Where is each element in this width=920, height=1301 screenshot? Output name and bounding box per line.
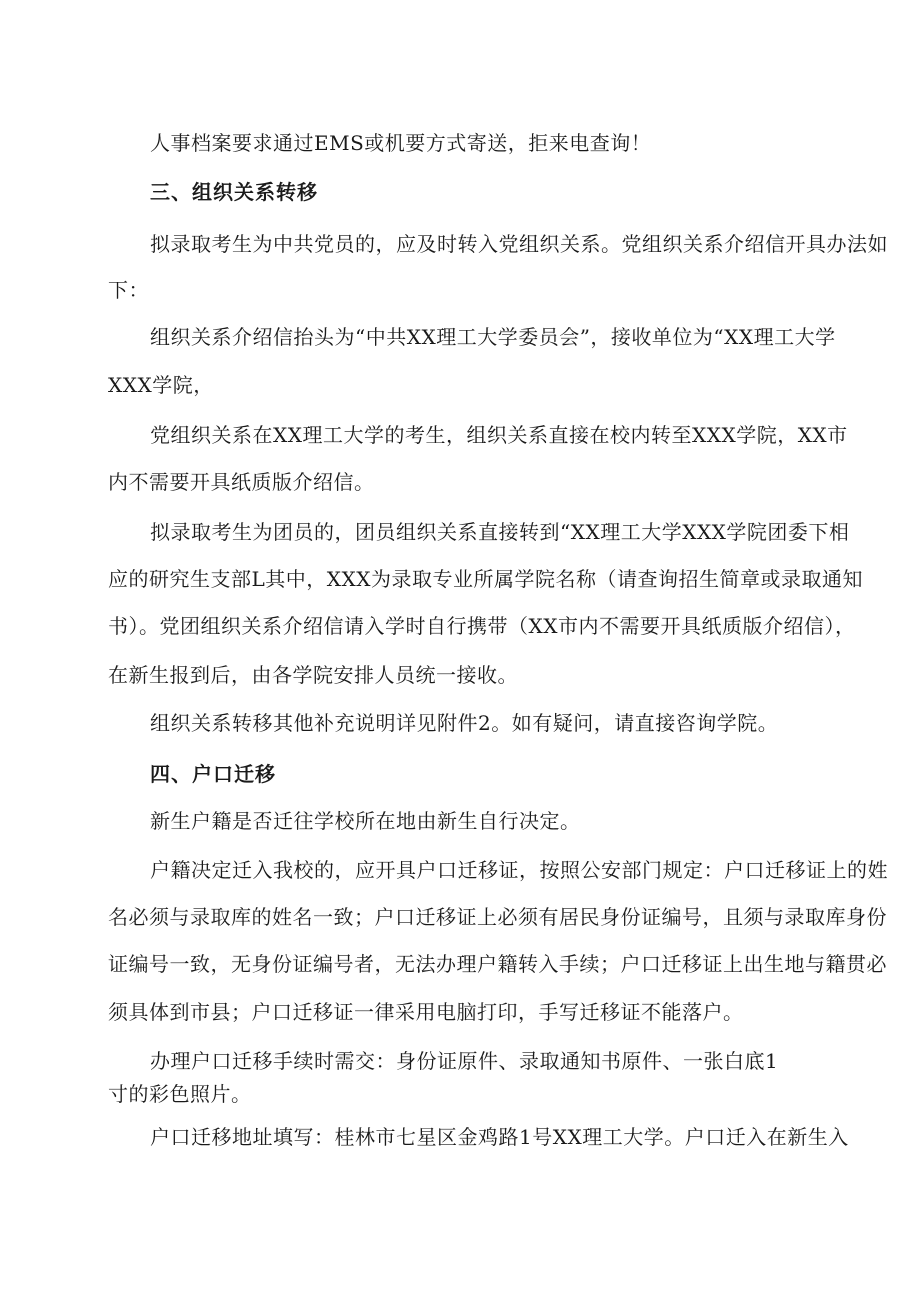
paragraph-letter-header-line-1: 组织关系介绍信抬头为“中共XX理工大学委员会”，接收单位为“XX理工大学	[150, 325, 836, 349]
paragraph-required-documents-line-1: 办理户口迁移手续时需交：身份证原件、录取通知书原件、一张白底1	[150, 1049, 779, 1073]
paragraph-household-decision: 新生户籍是否迁往学校所在地由新生自行决定。	[150, 809, 581, 833]
paragraph-required-documents-line-2: 寸的彩色照片。	[108, 1082, 252, 1106]
paragraph-migration-address: 户口迁移地址填写：桂林市七星区金鸡路1号XX理工大学。户口迁入在新生入	[150, 1125, 849, 1149]
section-heading-household-registration: 四、户口迁移	[150, 762, 276, 786]
paragraph-migration-cert-line-1: 户籍决定迁入我校的，应开具户口迁移证，按照公安部门规定：户口迁移证上的姓	[150, 858, 888, 882]
paragraph-appendix-note: 组织关系转移其他补充说明详见附件2。如有疑问，请直接咨询学院。	[150, 711, 779, 735]
paragraph-on-campus-line-2: 内不需要开具纸质版介绍信。	[108, 470, 375, 494]
paragraph-league-member-line-3: 书）。党团组织关系介绍信请入学时自行携带（XX市内不需要开具纸质版介绍信），	[108, 614, 856, 638]
section-heading-organization-transfer: 三、组织关系转移	[150, 180, 318, 204]
paragraph-league-member-line-2: 应的研究生支部L其中，XXX为录取专业所属学院名称（请查询招生简章或录取通知	[108, 567, 863, 591]
paragraph-letter-header-line-2: XXX学院，	[108, 373, 214, 397]
paragraph-migration-cert-line-3: 证编号一致，无身份证编号者，无法办理户籍转入手续；户口迁移证上出生地与籍贯必	[108, 952, 887, 976]
paragraph-on-campus-line-1: 党组织关系在XX理工大学的考生，组织关系直接在校内转至XXX学院，XX市	[150, 423, 848, 447]
paragraph-league-member-line-1: 拟录取考生为团员的，团员组织关系直接转到“XX理工大学XXX学院团委下相	[150, 520, 850, 544]
paragraph-migration-cert-line-4: 须具体到市县；户口迁移证一律采用电脑打印，手写迁移证不能落户。	[108, 1000, 744, 1024]
paragraph-league-member-line-4: 在新生报到后，由各学院安排人员统一接收。	[108, 663, 518, 687]
paragraph-archive-mailing: 人事档案要求通过EMS或机要方式寄送，拒来电查询！	[150, 131, 652, 155]
paragraph-party-member-line-2: 下：	[108, 278, 149, 302]
paragraph-party-member-line-1: 拟录取考生为中共党员的，应及时转入党组织关系。党组织关系介绍信开具办法如	[150, 232, 888, 256]
paragraph-migration-cert-line-2: 名必须与录取库的姓名一致；户口迁移证上必须有居民身份证编号，且须与录取库身份	[108, 905, 887, 929]
